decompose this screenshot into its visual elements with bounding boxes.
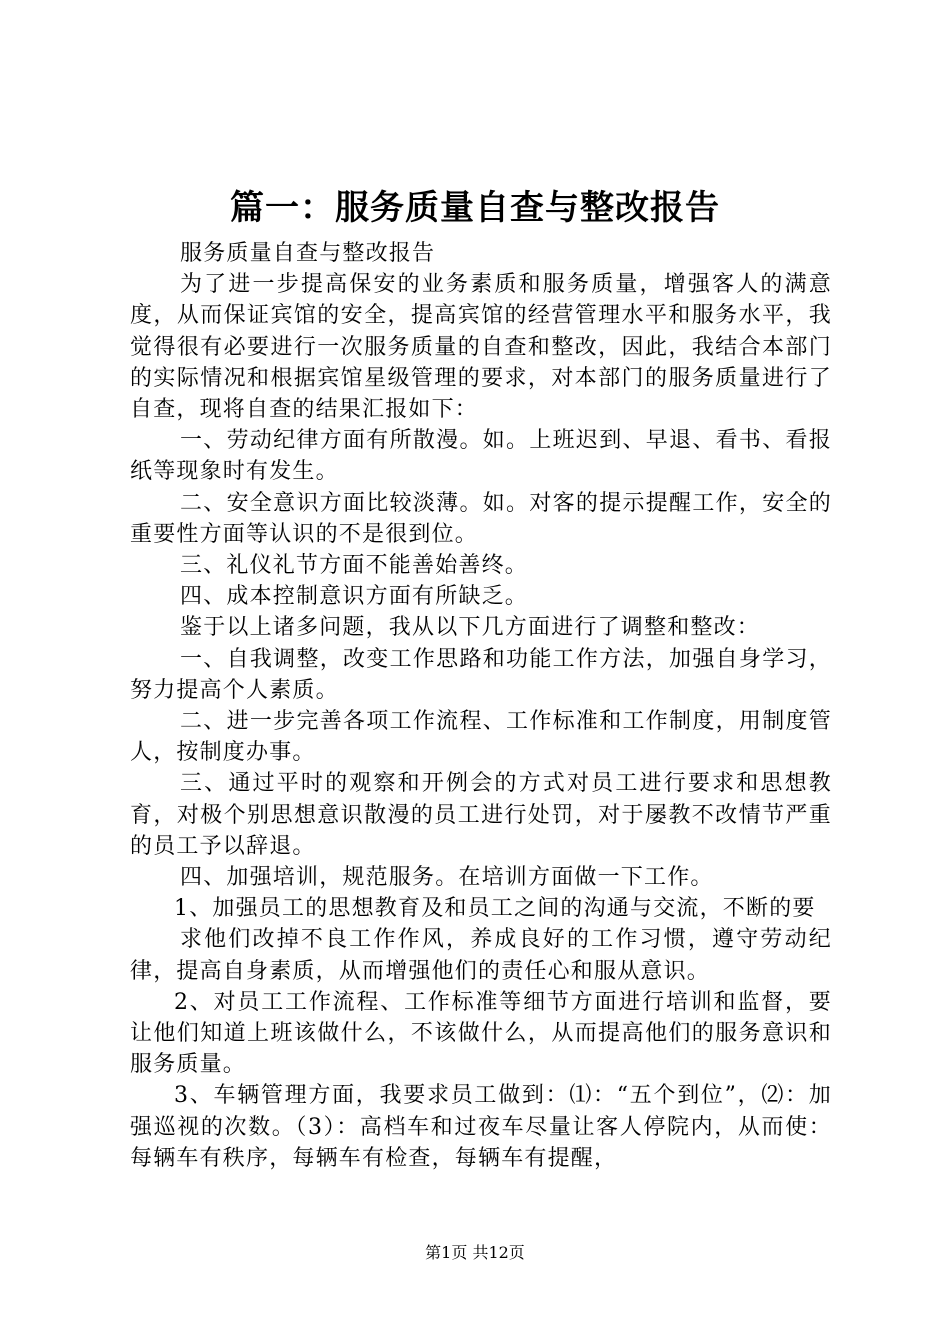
paragraph-transition: 鉴于以上诸多问题，我从以下几方面进行了调整和整改：	[180, 615, 761, 641]
paragraph-measure-2: 二、进一步完善各项工作流程、工作标准和工作制度，用制度管人，按制度办事。	[130, 709, 832, 766]
paragraph-training-1-cont: 求他们改掉不良工作作风，养成良好的工作习惯，遵守劳动纪律，提高自身素质，从而增强他们的责任心和服从意识。	[130, 927, 832, 984]
document-body	[130, 238, 832, 1174]
paragraph-intro: 为了进一步提高保安的业务素质和服务质量，增强客人的满意度，从而保证宾馆的安全，提高宾馆的经营管理水平和服务水平，我觉得很有必要进行一次服务质量的自查和整改，因此，我结合本部门的实际情况和根据宾馆星级管理的要求，对本部门的服务质量进行了自查，现将自查的结果汇报如下：	[130, 272, 832, 423]
paragraph-training-3: 3、车辆管理方面，我要求员工做到：⑴：“五个到位”，⑵：加强巡视的次数。（3）：高档车和过夜车尽量让客人停院内，从而使：每辆车有秩序，每辆车有检查，每辆车有提醒，	[130, 1083, 832, 1171]
paragraph-issue-4: 四、成本控制意识方面有所缺乏。	[180, 584, 529, 610]
paragraph-issue-1: 一、劳动纪律方面有所散漫。如。上班迟到、早退、看书、看报纸等现象时有发生。	[130, 428, 832, 485]
page-number-footer: 第1页 共12页	[425, 1243, 525, 1262]
document-title: 篇一：服务质量自查与整改报告	[230, 188, 720, 228]
paragraph-subtitle: 服务质量自查与整改报告	[180, 241, 436, 266]
paragraph-issue-3: 三、礼仪礼节方面不能善始善终。	[180, 553, 529, 579]
paragraph-training-2: 2、对员工工作流程、工作标准等细节方面进行培训和监督，要让他们知道上班该做什么，不该做什么，从而提高他们的服务意识和服务质量。	[130, 989, 832, 1078]
paragraph-training-1: 1、加强员工的思想教育及和员工之间的沟通与交流，不断的要	[174, 896, 816, 922]
paragraph-measure-4: 四、加强培训，规范服务。在培训方面做一下工作。	[180, 865, 714, 891]
paragraph-measure-3: 三、通过平时的观察和开例会的方式对员工进行要求和思想教育，对极个别思想意识散漫的员工进行处罚，对于屡教不改情节严重的员工予以辞退。	[130, 771, 832, 859]
paragraph-measure-1: 一、自我调整，改变工作思路和功能工作方法，加强自身学习，努力提高个人素质。	[130, 646, 832, 703]
paragraph-issue-2: 二、安全意识方面比较淡薄。如。对客的提示提醒工作，安全的重要性方面等认识的不是很到位。	[130, 490, 832, 547]
